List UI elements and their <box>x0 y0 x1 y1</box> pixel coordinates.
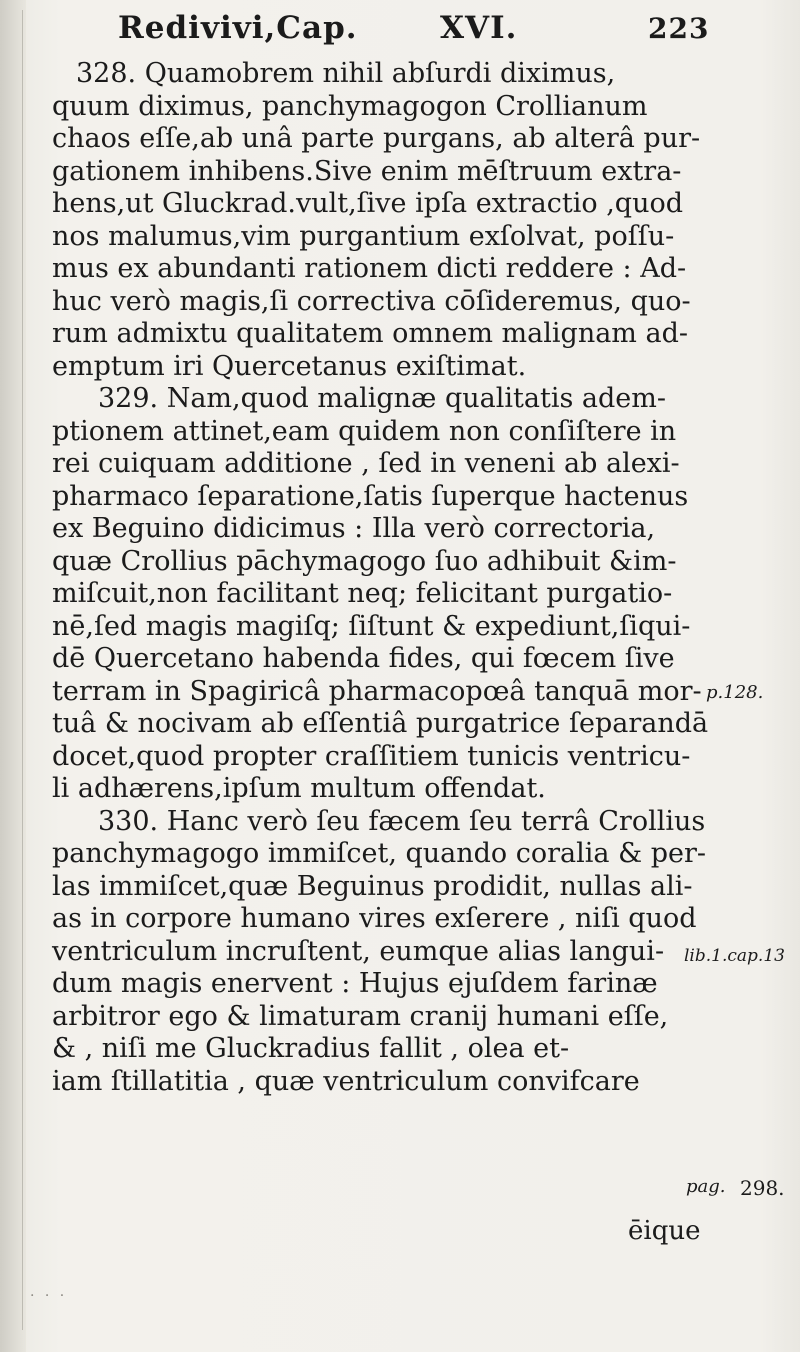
gutter-rule <box>22 10 23 1330</box>
text-line: iam ſtillatitia , quæ ventriculum convifcare <box>52 1065 640 1097</box>
running-title: Redivivi,Cap. <box>118 10 358 46</box>
text-line: chaos eſſe,ab unâ parte purgans, ab alterâ pur- <box>52 123 701 154</box>
text-line: dum magis enervent : Hujus ejuſdem farinæ <box>52 968 658 999</box>
margin-note: 298. <box>740 1176 785 1200</box>
text-line: li adhærens,ipſum multum offendat. <box>52 773 546 804</box>
text-line: 330. Hanc verò ſeu fæcem ſeu terrâ Crollius <box>98 805 706 837</box>
running-header <box>118 10 710 50</box>
text-line: ventriculum incruſtent, eumque alias langui- <box>52 935 665 967</box>
text-line: tuâ & nocivam ab eſſentiâ purgatrice ſeparandā <box>52 708 709 739</box>
text-line: rum admixtu qualitatem omnem malignam ad- <box>52 318 688 349</box>
text-line: dē Quercetano habenda fides, qui fœcem ſive <box>52 643 675 674</box>
text-line: ex Beguino didicimus : Illa verò correctoria, <box>52 513 656 544</box>
text-line: nos malumus,vim purgantium exſolvat, poſſu- <box>52 220 675 252</box>
text-line: mus ex abundanti rationem dicti reddere : Ad- <box>52 253 687 284</box>
text-line: 329. Nam,quod malignæ qualitatis adem- <box>98 383 667 414</box>
text-line: gationem inhibens.Sive enim mēſtruum extra- <box>52 155 682 187</box>
text-line: quum diximus, panchymagogon Crollianum <box>52 90 648 122</box>
text-line: quæ Crollius pāchymagogo ſuo adhibuit &im- <box>52 545 677 577</box>
text-line: ptionem attinet,eam quidem non conſiſtere in <box>52 415 677 447</box>
text-line: terram in Spagiricâ pharmacopœâ tanquā mor- <box>52 675 702 707</box>
page-number: 223 <box>648 12 710 45</box>
text-line: miſcuit,non facilitant neq; felicitant purgatio- <box>52 578 673 609</box>
text-line: & , niſi me Gluckradius fallit , olea et- <box>52 1033 570 1064</box>
margin-note: p.128. <box>706 682 764 703</box>
margin-note: lib.1.cap.13 <box>684 946 785 966</box>
catchword: ēique <box>628 1216 701 1246</box>
text-line: emptum iri Quercetanus exiſtimat. <box>52 350 527 382</box>
text-line: pharmaco ſeparatione,ſatis ſuperque hactenus <box>52 480 689 512</box>
text-line: rei cuiquam additione , ſed in veneni ab alexi- <box>52 448 680 479</box>
text-line: huc verò magis,ſi correctiva cōſideremus, quo- <box>52 285 691 317</box>
text-line: as in corpore humano vires exſerere , niſi quod <box>52 903 697 934</box>
ink-specks: · · · <box>30 1288 68 1304</box>
margin-note: pag. <box>686 1176 726 1197</box>
body-text <box>52 58 752 1098</box>
chapter-number: XVI. <box>440 10 518 46</box>
text-line: hens,ut Gluckrad.vult,ſive ipſa extractio ,quod <box>52 188 684 219</box>
text-line: 328. Quamobrem nihil abſurdi diximus, <box>76 58 616 89</box>
text-line: arbitror ego & limaturam cranij humani eſſe, <box>52 1000 669 1032</box>
text-line: docet,quod propter craſſitiem tunicis ventricu- <box>52 740 691 772</box>
text-line: nē,ſed magis magiſq; ſiſtunt & expediunt,ſiqui- <box>52 610 691 642</box>
text-line: panchymagogo immiſcet, quando coralia & per- <box>52 838 706 869</box>
text-line: las immiſcet,quæ Beguinus prodidit, nullas ali- <box>52 870 693 902</box>
